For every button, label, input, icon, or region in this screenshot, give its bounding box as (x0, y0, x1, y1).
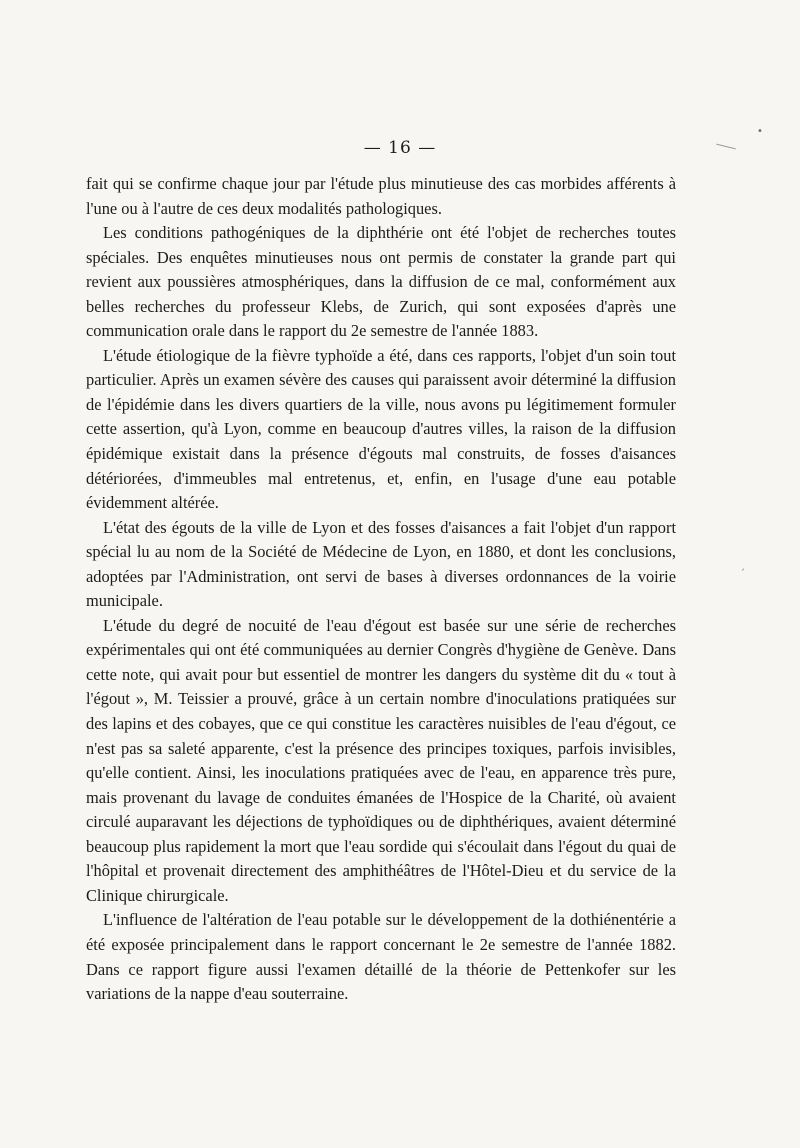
body-text (86, 172, 676, 1007)
paragraph: L'étude du degré de nocuité de l'eau d'égout est basée sur une série de recherches expérimentales qui ont été communiquées au dernier Congrès d'hygiène de Genève. Dans cette note, qui avait pour but essentiel de montrer les dangers du système dit du « tout à l'égout », M. Teissier a prouvé, grâce à un certain nombre d'inoculations pratiquées sur des lapins et des cobayes, que ce qui constitue les caractères nuisibles de l'eau d'égout, ce n'est pas sa saleté apparente, c'est la présence des principes toxiques, parfois invisibles, qu'elle contient. Ainsi, les inoculations pratiquées avec de l'eau, en apparence très pure, mais provenant du lavage de conduites émanées de l'Hospice de la Charité, où avaient circulé auparavant les déjections de typhoïdiques ou de diphthériques, avaient déterminé beaucoup plus rapidement la mort que l'eau sordide qui s'écoulait dans l'égout du quai de l'hôpital et provenait directement des amphithéâtres de l'Hôtel-Dieu et du service de la Clinique chirurgicale. (86, 615, 676, 905)
margin-mark: • (757, 126, 763, 137)
page-number: — 16 — (363, 138, 437, 158)
paragraph: L'influence de l'altération de l'eau potable sur le développement de la dothiénentérie a été exposée principalement dans le rapport concernant le 2e semestre de l'année 1882. Dans ce rapport figure aussi l'examen détaillé de la théorie de Pettenkofer sur les variations de la nappe d'eau souterraine. (86, 910, 676, 1004)
paragraph: fait qui se confirme chaque jour par l'étude plus minutieuse des cas morbides afférents à l'une ou à l'autre de ces deux modalités pathologiques. (86, 174, 676, 218)
paragraph: L'état des égouts de la ville de Lyon et des fosses d'aisances a fait l'objet d'un rapport spécial lu au nom de la Société de Médecine de Lyon, en 1880, et dont les conclusions, adoptées par l'Administration, ont servi de bases à diverses ordonnances de la voirie municipale. (86, 517, 676, 611)
paragraph: L'étude étiologique de la fièvre typhoïde a été, dans ces rapports, l'objet d'un soin tout particulier. Après un examen sévère des causes qui paraissent avoir déterminé la diffusion de l'épidémie dans les divers quartiers de la ville, nous avons pu légitimement formuler cette assertion, qu'à Lyon, comme en beaucoup d'autres villes, la raison de la diffusion épidémique existait dans la présence d'égouts mal construits, de fosses d'aisances détériorées, d'immeubles mal entretenus, et, enfin, en l'usage d'une eau potable évidemment altérée. (86, 345, 676, 513)
margin-mark: ˏ (740, 560, 745, 571)
paragraph: Les conditions pathogéniques de la diphthérie ont été l'objet de recherches toutes spéciales. Des enquêtes minutieuses nous ont permis de constater la grande part qui revient aux poussières atmosphériques, dans la diffusion de ce mal, conformément aux belles recherches du professeur Klebs, de Zurich, qui sont exposées d'après une communication orale dans le rapport du 2e semestre de l'année 1883. (86, 223, 676, 341)
